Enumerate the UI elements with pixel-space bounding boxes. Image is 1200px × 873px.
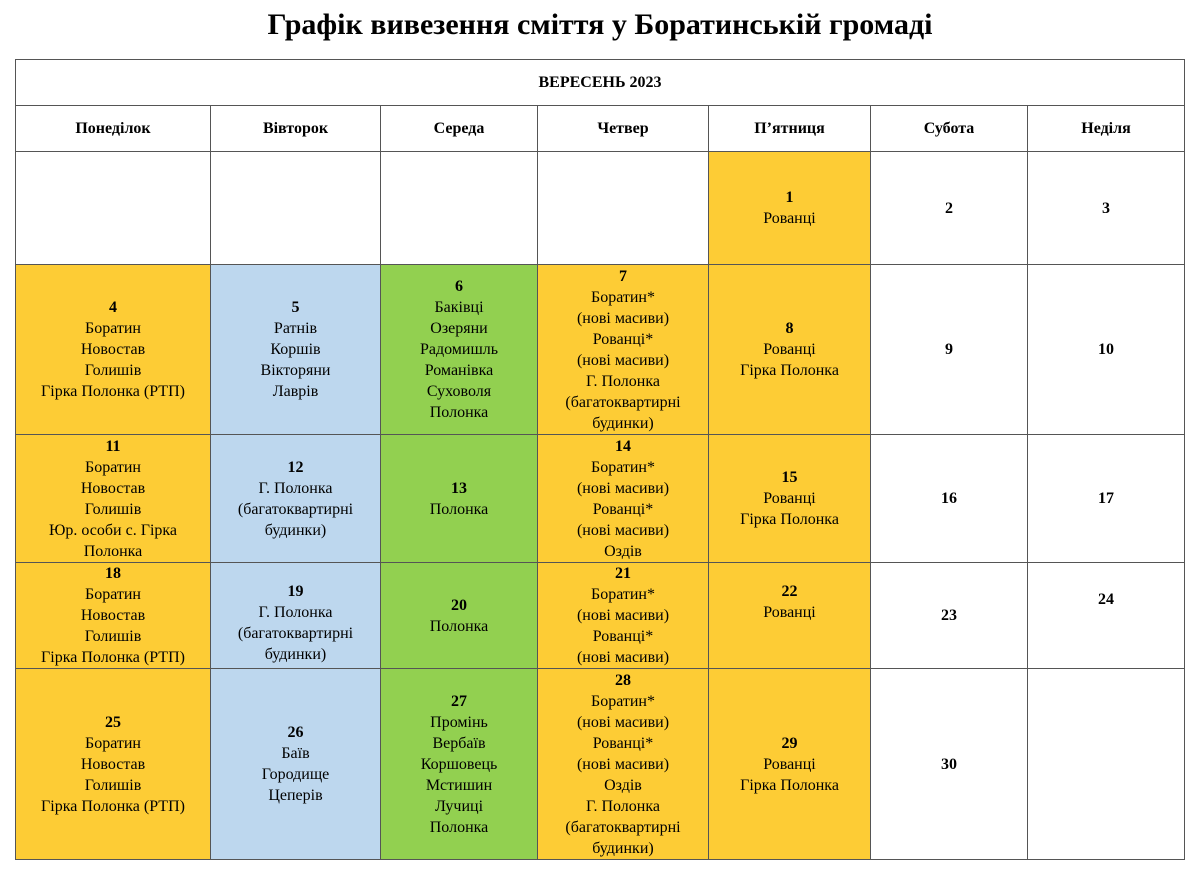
day-number: 14 — [615, 437, 631, 455]
weekday-header-row — [16, 106, 1185, 152]
location-line: (багатоквартирні — [237, 625, 354, 642]
location-line: (нові масиви) — [576, 309, 670, 327]
day-number: 15 — [781, 469, 798, 486]
weekday-header: П’ятниця — [709, 106, 871, 152]
day-number: 8 — [785, 320, 794, 337]
location-line: Оздів — [604, 542, 642, 560]
day-cell — [381, 265, 538, 435]
location-line: Оздів — [604, 776, 642, 794]
location-line: Ратнів — [273, 320, 318, 337]
location-line: Голишів — [84, 500, 142, 518]
day-cell — [16, 669, 211, 860]
day-number: 3 — [1102, 199, 1110, 217]
location-line: Рованці* — [592, 628, 654, 645]
day-cell — [211, 669, 381, 860]
weekday-header: Вівторок — [211, 106, 381, 152]
location-line: Рованці — [763, 604, 816, 621]
day-number: 1 — [785, 189, 794, 206]
location-line: Новостав — [80, 341, 146, 358]
location-line: Боратин — [85, 458, 141, 476]
day-cell — [709, 563, 871, 669]
weekday-header: Середа — [381, 106, 538, 152]
day-number: 23 — [941, 607, 957, 624]
location-line: (багатоквартирні — [237, 500, 354, 518]
day-cell — [16, 265, 211, 435]
location-line: Коршів — [270, 341, 321, 358]
location-line: Гірка Полонка — [740, 776, 839, 794]
week-row — [16, 669, 1185, 860]
day-cell — [211, 563, 381, 669]
day-number: 25 — [105, 713, 121, 731]
location-line: Мстишин — [425, 776, 493, 794]
location-line: Боратин* — [591, 288, 655, 306]
day-cell — [538, 563, 709, 669]
location-line: Вікторяни — [260, 362, 331, 379]
location-line: Гірка Полонка — [740, 362, 839, 379]
day-cell — [1028, 152, 1185, 265]
calendar-body — [16, 152, 1185, 860]
day-number: 2 — [945, 199, 953, 217]
location-line: будинки) — [592, 414, 654, 432]
location-line: будинки) — [592, 839, 654, 857]
location-line: Вербаїв — [432, 734, 486, 752]
location-line: Боратин* — [591, 458, 655, 476]
day-cell — [16, 152, 211, 265]
location-line: (нові масиви) — [576, 755, 670, 773]
week-row — [16, 563, 1185, 669]
weekday-header: Неділя — [1028, 106, 1185, 152]
day-cell — [1028, 265, 1185, 435]
location-line: Боратин* — [591, 692, 655, 710]
location-line: Городище — [261, 766, 330, 783]
location-line: Рованці — [763, 341, 816, 358]
day-cell — [709, 669, 871, 860]
location-line: Гірка Полонка (РТП) — [41, 797, 185, 815]
location-line: Гірка Полонка (РТП) — [41, 383, 185, 400]
day-cell — [381, 563, 538, 669]
day-cell — [1028, 669, 1185, 860]
day-cell — [871, 669, 1028, 860]
day-number: 29 — [781, 734, 798, 752]
day-cell — [211, 435, 381, 563]
day-cell — [871, 563, 1028, 669]
day-number: 22 — [781, 583, 798, 600]
location-line: (багатоквартирні — [565, 818, 681, 836]
location-line: Рованці* — [592, 734, 654, 752]
day-number: 16 — [941, 490, 957, 507]
location-line: Коршовець — [420, 755, 498, 773]
location-line: будинки) — [264, 521, 327, 539]
location-line: Новостав — [80, 755, 146, 773]
location-line: Боратин — [85, 586, 141, 603]
day-cell — [709, 435, 871, 563]
location-line: Новостав — [80, 607, 146, 624]
day-number: 18 — [105, 565, 121, 582]
location-line: (багатоквартирні — [565, 393, 681, 411]
location-line: Г. Полонка — [586, 797, 660, 815]
day-cell — [871, 265, 1028, 435]
weekday-header: Субота — [871, 106, 1028, 152]
location-line: Новостав — [80, 479, 146, 497]
day-number: 28 — [615, 671, 631, 689]
day-number: 27 — [451, 692, 467, 710]
location-line: (нові масиви) — [576, 607, 670, 624]
day-number: 12 — [287, 458, 304, 476]
day-number: 5 — [291, 299, 300, 316]
day-cell — [211, 265, 381, 435]
day-cell — [709, 152, 871, 265]
weekday-header: Четвер — [538, 106, 709, 152]
day-cell — [211, 152, 381, 265]
location-line: (нові масиви) — [576, 479, 670, 497]
location-line: Полонка — [429, 818, 489, 836]
day-number: 4 — [109, 299, 117, 316]
location-line: Голишів — [84, 362, 142, 379]
day-number: 20 — [451, 596, 467, 614]
day-number: 21 — [615, 565, 631, 582]
day-cell — [381, 669, 538, 860]
day-number: 6 — [455, 278, 463, 295]
day-cell — [381, 152, 538, 265]
location-line: Боратин* — [591, 586, 655, 603]
day-number: 30 — [941, 755, 957, 773]
day-cell — [1028, 563, 1185, 669]
day-number: 17 — [1098, 490, 1114, 507]
week-row — [16, 152, 1185, 265]
day-cell — [16, 435, 211, 563]
day-cell — [381, 435, 538, 563]
day-number: 10 — [1098, 341, 1114, 358]
day-number: 7 — [619, 267, 627, 285]
location-line: Боратин — [85, 320, 141, 337]
location-line: Гірка Полонка (РТП) — [41, 649, 185, 666]
location-line: Баїв — [281, 745, 310, 762]
location-line: Рованці — [763, 755, 816, 773]
day-number: 9 — [945, 341, 953, 358]
location-line: Г. Полонка — [258, 604, 333, 621]
location-line: Озеряни — [430, 320, 488, 337]
location-line: Рованці — [763, 210, 816, 227]
day-cell — [16, 563, 211, 669]
location-line: Боратин — [85, 734, 141, 752]
location-line: (нові масиви) — [576, 713, 670, 731]
weekday-header: Понеділок — [16, 106, 211, 152]
location-line: Суховоля — [426, 383, 492, 400]
location-line: Г. Полонка — [586, 372, 660, 390]
day-cell — [1028, 435, 1185, 563]
location-line: Голишів — [84, 628, 142, 645]
location-line: Голишів — [84, 776, 142, 794]
location-line: (нові масиви) — [576, 649, 670, 666]
location-line: будинки) — [264, 646, 327, 663]
location-line: Полонка — [429, 500, 489, 518]
day-number: 26 — [287, 724, 304, 741]
week-row — [16, 435, 1185, 563]
location-line: Юр. особи с. Гірка — [48, 521, 178, 539]
location-line: Радомишль — [419, 341, 499, 358]
week-row — [16, 265, 1185, 435]
location-line: (нові масиви) — [576, 351, 670, 369]
location-line: Романівка — [424, 362, 494, 379]
location-line: Рованці* — [592, 500, 654, 518]
location-line: Рованці* — [592, 330, 654, 348]
day-cell — [871, 435, 1028, 563]
day-cell — [709, 265, 871, 435]
day-number: 19 — [287, 583, 304, 600]
day-number: 11 — [105, 437, 121, 455]
location-line: Цеперів — [268, 787, 323, 804]
day-cell — [538, 435, 709, 563]
location-line: Полонка — [429, 404, 489, 421]
location-line: Гірка Полонка — [740, 511, 839, 528]
location-line: Лучиці — [434, 797, 484, 815]
location-line: Баківці — [434, 299, 484, 316]
location-line: Лаврів — [272, 383, 319, 400]
location-line: (нові масиви) — [576, 521, 670, 539]
location-line: Полонка — [429, 617, 489, 635]
schedule-table — [15, 59, 1185, 860]
day-cell — [871, 152, 1028, 265]
month-header: ВЕРЕСЕНЬ 2023 — [16, 60, 1185, 106]
location-line: Полонка — [83, 542, 143, 560]
page-title: Графік вивезення сміття у Боратинській громаді — [267, 8, 933, 41]
day-cell — [538, 265, 709, 435]
day-cell — [538, 669, 709, 860]
day-cell — [538, 152, 709, 265]
location-line: Промінь — [430, 713, 488, 731]
location-line: Рованці — [763, 490, 816, 507]
day-number: 24 — [1098, 591, 1114, 608]
location-line: Г. Полонка — [258, 479, 333, 497]
day-number: 13 — [451, 479, 467, 497]
